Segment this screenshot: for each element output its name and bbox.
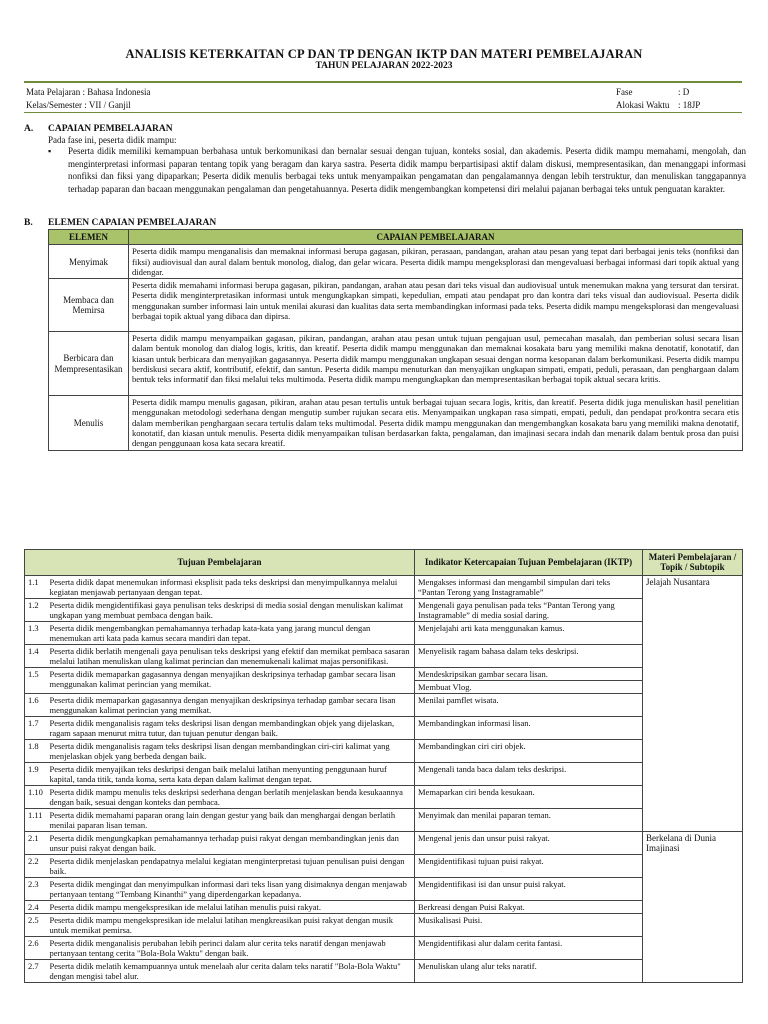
tp-row — [25, 644, 743, 667]
tp-number: 1.4 — [25, 644, 47, 667]
elemen-cp: Peserta didik mampu menyampaikan gagasan, pikiran, pandangan, arahan atau pesan untuk tujuan pengajuan usul, pemecahan masalah, dan pemberian solusi secara lisan dalam bentuk monolog dan dialog logis, kritis, dan kreatif. Peserta didik mampu menggunakan dan memaknai kosakata baru yang memiliki makna denotatif, konotatif, dan kiasan untuk berbicara dan menyajikan gagasannya. Peserta didik mampu menggunakan ungkapan sesuai dengan norma kesopanan dalam berkomunikasi. Peserta didik mampu berdiskusi secara aktif, kontributif, efektif, dan santun. Peserta didik mampu menuturkan dan menyajikan ungkapan simpati, empati, peduli, perasaan, dan penghargaan dalam bentuk teks informatif dan fiksi melalui teks multimoda. Peserta didik mampu mengungkapkan dan mempresentasikan berbagai topik aktual secara kritis. — [129, 332, 743, 396]
iktp-text: Memaparkan ciri benda kesukaan. — [418, 786, 535, 797]
tp-number: 1.8 — [25, 739, 47, 762]
document-subtitle: TAHUN PELAJARAN 2022-2023 — [315, 61, 453, 71]
elemen-row — [49, 396, 743, 450]
tp-text: Peserta didik mengingat dan menyimpulkan informasi dari teks lisan yang disimaknya dengan menjawab pertanyaan tentang “Tembang Kinanthi” yang diperdengarkan kepadanya. — [47, 877, 415, 900]
tp-text: Peserta didik menyajikan teks deskripsi dengan baik melalui latihan menyunting penggunaan huruf kapital, tanda titik, tanda koma, serta kata depan dalam kalimat dengan tepat. — [47, 762, 415, 785]
iktp-cell — [415, 621, 643, 644]
document-title: ANALISIS KETERKAITAN CP DAN TP DENGAN IKTP DAN MATERI PEMBELAJARAN — [125, 47, 643, 61]
section-b-number: B. — [24, 218, 33, 228]
iktp-cell — [415, 913, 643, 936]
iktp-cell — [415, 785, 643, 808]
tp-text: Peserta didik mampu menulis teks deskripsi sederhana dengan berlatih menjelaskan benda kesukaannya dengan baik, sesuai dengan konteks dan pembaca. — [47, 785, 415, 808]
tp-row — [25, 900, 743, 913]
tp-number: 1.9 — [25, 762, 47, 785]
tp-text: Peserta didik memaparkan gagasannya dengan menyajikan deskripsinya terhadap gambar secara lisan menggunakan kalimat perincian yang memikat. — [47, 667, 415, 693]
tp-row — [25, 575, 743, 598]
iktp-cell — [415, 808, 643, 831]
tp-row — [25, 936, 743, 959]
tp-number: 2.3 — [25, 877, 47, 900]
tp-text: Peserta didik mampu mengekspresikan ide melalui latihan mengkreasikan puisi rakyat dengan musik untuk memikat pemirsa. — [47, 913, 415, 936]
alokasi-label: Alokasi Waktu — [616, 100, 670, 110]
elemen-table — [48, 229, 743, 451]
alokasi-value: : 18JP — [678, 100, 701, 110]
elemen-name: Berbicara dan Mempresentasikan — [49, 332, 129, 396]
elemen-row — [49, 245, 743, 279]
tp-text: Peserta didik mengembangkan pemahamannya terhadap kata-kata yang jarang muncul dengan menemukan arti kata pada kamus secara mandiri dan tepat. — [47, 621, 415, 644]
tp-number: 2.6 — [25, 936, 47, 959]
iktp-text: Berkreasi dengan Puisi Rakyat. — [418, 901, 525, 912]
tp-text: Peserta didik menganalisis ragam teks deskripsi lisan dengan membandingkan ciri-ciri kalimat yang menjelaskan objek yang berbeda dengan baik. — [47, 739, 415, 762]
tp-number: 1.11 — [25, 808, 47, 831]
bullet-icon: ▪ — [48, 146, 52, 156]
iktp-text: Mengenali tanda baca dalam teks deskripsi. — [418, 763, 567, 774]
iktp-cell — [415, 693, 643, 716]
tp-text: Peserta didik menganalisis ragam teks deskripsi lisan dengan membandingkan objek yang dijelaskan, ragam sapaan menurut mitra tutur, dan tujuan penutur dengan baik. — [47, 716, 415, 739]
section-a-intro: Pada fase ini, peserta didik mampu: — [48, 135, 177, 145]
tp-number: 1.10 — [25, 785, 47, 808]
fase-label: Fase — [616, 87, 633, 97]
tp-text: Peserta didik mampu mengekspresikan ide melalui latihan menulis puisi rakyat. — [47, 900, 415, 913]
col-cp-header: CAPAIAN PEMBELAJARAN — [129, 230, 743, 245]
iktp-text: Membandingkan ciri ciri objek. — [418, 740, 526, 751]
iktp-cell — [415, 900, 643, 913]
iktp-text: Mengenali gaya penulisan pada teks “Pantan Terong yang Instagramable” di media sosial daring. — [418, 599, 615, 620]
tp-row — [25, 762, 743, 785]
iktp-text: Mengidentifikasi isi dan unsur puisi rakyat. — [418, 878, 566, 889]
tp-row — [25, 854, 743, 877]
tp-number: 2.1 — [25, 831, 47, 854]
tp-row — [25, 877, 743, 900]
iktp-cell — [415, 854, 643, 877]
section-a-number: A. — [24, 124, 34, 134]
tp-number: 2.4 — [25, 900, 47, 913]
tp-number: 1.1 — [25, 575, 47, 598]
tp-row — [25, 598, 743, 621]
tp-number: 1.6 — [25, 693, 47, 716]
section-a-title: CAPAIAN PEMBELAJARAN — [48, 124, 173, 134]
tp-row — [25, 831, 743, 854]
iktp-cell — [415, 936, 643, 959]
elemen-cp: Peserta didik memahami informasi berupa gagasan, pikiran, pandangan, arahan atau pesan dari teks visual dan audiovisual untuk menemukan makna yang tersurat dan tersirat. Peserta didik menginterpretasikan informasi untuk mengungkapkan simpati, kepedulian, empati atau pendapat pro dan kontra dari teks visual dan audiovisual. Peserta didik menggunakan sumber informasi lain untuk menilai akurasi dan kualitas data serta membandingkan informasi pada teks. Peserta didik mampu mengeksplorasi dan mengevaluasi berbagai topik aktual yang dibaca dan dipirsa. — [129, 279, 743, 332]
col-elemen-header: ELEMEN — [49, 230, 129, 245]
iktp-cell — [415, 739, 643, 762]
elemen-name: Menulis — [49, 396, 129, 450]
tp-number: 2.5 — [25, 913, 47, 936]
iktp-cell — [415, 667, 643, 693]
iktp-text: Musikalisasi Puisi. — [418, 914, 483, 925]
iktp-text: Mengenal jenis dan unsur puisi rakyat. — [418, 832, 550, 843]
iktp-text: Menilai pamflet wisata. — [418, 694, 499, 705]
iktp-text: Mendeskripsikan gambar secara lisan. — [418, 668, 548, 679]
elemen-cp: Peserta didik mampu menganalisis dan memaknai informasi berupa gagasan, pikiran, perasaan, pandangan, arahan atau pesan yang tepat dari berbagai jenis teks (nonfiksi dan fiksi) audiovisual dan aural dalam bentuk monolog, dialog, dan gelar wicara. Peserta didik mampu mengeksplorasi dan mengevaluasi berbagai informasi dari topik aktual yang didengar. — [129, 245, 743, 279]
iktp-cell — [415, 959, 643, 982]
elemen-name: Membaca dan Memirsa — [49, 279, 129, 332]
tp-text: Peserta didik menganalisis perubahan lebih perinci dalam alur cerita teks naratif dengan menjawab pertanyaan tentang cerita "Bola-Bola Waktu" dengan baik. — [47, 936, 415, 959]
tp-text: Peserta didik berlatih mengenali gaya penulisan teks deskripsi yang efektif dan memikat pembaca sasaran melalui latihan menuliskan ulang kalimat perincian dan menemukenali kalimat majas personifikasi. — [47, 644, 415, 667]
iktp-text: Mengidentifikasi tujuan puisi rakyat. — [418, 855, 544, 866]
section-a-text: Peserta didik memiliki kemampuan berbahasa untuk berkomunikasi dan bernalar sesuai dengan tujuan, konteks sosial, dan akademis. Peserta didik mampu memahami, mengolah, dan menginterpretasi informasi paparan tentang topik yang beragam dan karya sastra. Peserta didik mampu berpartisipasi aktif dalam diskusi, mempresentasikan, dan menanggapi informasi nonfiksi dan fiksi yang dipaparkan; Peserta didik menulis berbagai teks untuk menyampaikan pengamatan dan pengalamannya dengan lebih terstruktur, dan menuliskan tanggapannya terhadap paparan dan bacaan menggunakan pengalaman dan pengetahuannya. Peserta didik mengembangkan kompetensi diri melalui pajanan berbagai teks untuk penguatan karakter. — [68, 146, 746, 194]
iktp-text: Membuat Vlog. — [415, 680, 642, 693]
tp-row — [25, 913, 743, 936]
tp-number: 2.7 — [25, 959, 47, 982]
elemen-row — [49, 332, 743, 396]
tp-text: Peserta didik memahami paparan orang lain dengan gestur yang baik dan menghargai dengan berlatih menilai paparan lisan teman. — [47, 808, 415, 831]
tp-row — [25, 667, 743, 693]
iktp-cell — [415, 598, 643, 621]
iktp-cell — [415, 831, 643, 854]
iktp-text: Menuliskan ulang alur teks naratif. — [418, 960, 537, 971]
iktp-cell — [415, 877, 643, 900]
elemen-row — [49, 279, 743, 332]
materi-topic: Berkelana di Dunia Imajinasi — [643, 831, 743, 982]
iktp-text: Menyimak dan menilai paparan teman. — [418, 809, 551, 820]
elemen-name: Menyimak — [49, 245, 129, 279]
iktp-cell — [415, 644, 643, 667]
tp-text: Peserta didik melatih kemampuannya untuk menelaah alur cerita dalam teks naratif "Bola-Bola Waktu" dengan mengisi tabel alur. — [47, 959, 415, 982]
iktp-text: Membandingkan informasi lisan. — [418, 717, 531, 728]
iktp-cell — [415, 762, 643, 785]
col-materi-header: Materi Pembelajaran / Topik / Subtopik — [643, 550, 743, 576]
materi-topic: Jelajah Nusantara — [643, 575, 743, 831]
col-iktp-header: Indikator Ketercapaian Tujuan Pembelajaran (IKTP) — [415, 550, 643, 576]
tp-number: 1.5 — [25, 667, 47, 693]
tp-number: 1.3 — [25, 621, 47, 644]
col-tp-header: Tujuan Pembelajaran — [25, 550, 415, 576]
tp-row — [25, 621, 743, 644]
tp-text: Peserta didik menjelaskan pendapatnya melalui kegiatan menginterpretasi tujuan penulisan puisi dengan baik. — [47, 854, 415, 877]
iktp-cell — [415, 575, 643, 598]
tp-number: 2.2 — [25, 854, 47, 877]
tp-number: 1.2 — [25, 598, 47, 621]
tp-row — [25, 739, 743, 762]
tp-text: Peserta didik mengidentifikasi gaya penulisan teks deskripsi di media sosial dengan menuliskan kalimat ungkapan yang membuat pembaca dengan baik. — [47, 598, 415, 621]
tp-row — [25, 716, 743, 739]
section-b-title: ELEMEN CAPAIAN PEMBELAJARAN — [48, 218, 217, 228]
tp-text: Peserta didik dapat menemukan informasi eksplisit pada teks deskripsi dan menyimpulkannya melalui kegiatan menjawab pertanyaan dengan tepat. — [47, 575, 415, 598]
tp-text: Peserta didik memaparkan gagasannya dengan menyajikan deskripsinya terhadap gambar secara lisan menggunakan kalimat perincian yang memikat. — [47, 693, 415, 716]
tp-row — [25, 808, 743, 831]
fase-value: : D — [678, 87, 690, 97]
tp-table — [24, 549, 743, 983]
tp-header-row — [25, 550, 743, 576]
tp-text: Peserta didik mengungkapkan pemahamannya terhadap puisi rakyat dengan membandingkan jenis dan unsur puisi rakyat dengan baik. — [47, 831, 415, 854]
kelas-text: Kelas/Semester : VII / Ganjil — [26, 100, 131, 110]
elemen-header-row — [49, 230, 743, 245]
iktp-text: Menjelajahi arti kata menggunakan kamus. — [418, 622, 565, 633]
iktp-text: Mengakses informasi dan mengambil simpulan dari teks “Pantan Terong yang Instagramable” — [418, 576, 611, 597]
tp-number: 1.7 — [25, 716, 47, 739]
tp-row — [25, 785, 743, 808]
info-box — [24, 81, 742, 113]
elemen-cp: Peserta didik mampu menulis gagasan, pikiran, arahan atau pesan tertulis untuk berbagai tujuan secara logis, kritis, dan kreatif. Peserta didik juga menuliskan hasil penelitian menggunakan metodologi sederhana dengan mengutip sumber rujukan secara etis. Menyampaikan ungkapan rasa simpati, empati, peduli, dan pendapat pro/kontra secara etis dalam memberikan penghargaan secara tertulis dalam teks multimodal. Peserta didik mampu menggunakan dan mengembangkan kosakata baru yang memiliki makna denotatif, konotatif, dan kiasan untuk menulis. Peserta didik menyampaikan tulisan berdasarkan fakta, pengalaman, dan imajinasi secara indah dan menarik dalam bentuk prosa dan puisi dengan penggunaan kosa kata secara kreatif. — [129, 396, 743, 450]
section-a-bullet — [48, 145, 746, 195]
mapel-text: Mata Pelajaran : Bahasa Indonesia — [26, 87, 151, 97]
iktp-text: Mengidentifikasi alur dalam cerita fantasi. — [418, 937, 563, 948]
iktp-text: Menyelisik ragam bahasa dalam teks deskripsi. — [418, 645, 579, 656]
tp-row — [25, 693, 743, 716]
tp-row — [25, 959, 743, 982]
iktp-cell — [415, 716, 643, 739]
